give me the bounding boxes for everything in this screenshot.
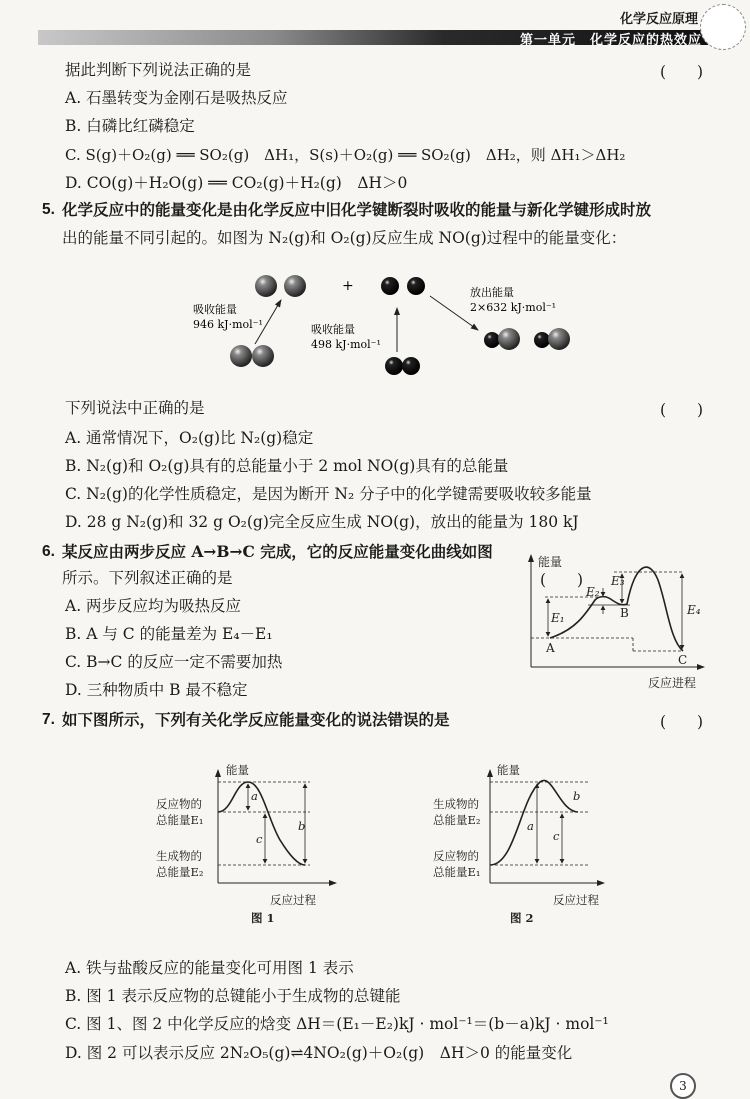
q7-option-a: A. 铁与盐酸反应的能量变化可用图 1 表示 <box>65 959 354 977</box>
q5-option-c: C. N₂(g)的化学性质稳定，是因为断开 N₂ 分子中的化学键需要吸收较多能量 <box>65 485 592 503</box>
q6-answer-bracket: ( ) <box>540 571 584 589</box>
unit-title: 第一单元 化学反应的热效应 <box>519 33 702 48</box>
q4-option-b: B. 白磷比红磷稳定 <box>65 117 195 135</box>
o2-energy-value: 498 kJ·mol⁻¹ <box>311 338 381 351</box>
q6-stem-line2: 所示。下列叙述正确的是 <box>62 569 233 587</box>
q7-option-c: C. 图 1、图 2 中化学反应的焓变 ΔH＝(E₁－E₂)kJ · mol⁻¹＝(b－a)kJ · mol⁻¹ <box>65 1015 609 1033</box>
q5-question: 下列说法中正确的是 <box>65 399 205 417</box>
n2-energy-value: 946 kJ·mol⁻¹ <box>193 318 263 331</box>
fig1-caption: 图 1 <box>251 911 275 925</box>
q7-number: 7. <box>42 711 55 728</box>
q5-answer-bracket: ( ) <box>660 401 704 419</box>
q7-answer-bracket: ( ) <box>660 713 704 731</box>
q6-point-a: A <box>546 641 555 655</box>
n2-energy-label: 吸收能量 <box>193 303 237 316</box>
n2-atoms-separated <box>255 275 306 297</box>
q6-e1: E₁ <box>551 611 565 625</box>
fig1-product-energy: 总能量E₂ <box>156 865 204 879</box>
no-molecules <box>484 328 570 350</box>
q7-option-d: D. 图 2 可以表示反应 2N₂O₅(g)⇌4NO₂(g)＋O₂(g) ΔH＞0 的能量变化 <box>65 1044 573 1062</box>
q5-stem-line2: 出的能量不同引起的。如图为 N₂(g)和 O₂(g)反应生成 NO(g)过程中的能量变化： <box>62 229 627 247</box>
q6-option-d: D. 三种物质中 B 最不稳定 <box>65 681 248 699</box>
fig2-reactant-label: 反应物的 <box>433 849 479 863</box>
fig2-c: c <box>553 829 560 843</box>
q6-number: 6. <box>42 543 55 560</box>
q6-point-b: B <box>620 606 629 620</box>
o2-atoms-separated <box>381 277 425 295</box>
fig1-product-label: 生成物的 <box>156 849 202 863</box>
q6-e2: E₂ <box>586 585 600 599</box>
q4-stem: 据此判断下列说法正确的是 <box>65 61 252 79</box>
fig1-xlabel: 反应过程 <box>270 893 316 907</box>
fig1-reactant-energy: 总能量E₁ <box>156 813 204 827</box>
no-energy-value: 2×632 kJ·mol⁻¹ <box>470 301 557 314</box>
q7-option-b: B. 图 1 表示反应物的总键能小于生成物的总键能 <box>65 987 401 1005</box>
fig2-product-energy: 总能量E₂ <box>433 813 481 827</box>
q6-point-c: C <box>678 653 688 667</box>
page-number: 3 <box>670 1073 696 1099</box>
q6-e4: E₄ <box>687 603 701 617</box>
q4-answer-bracket: ( ) <box>660 63 704 81</box>
fig2-b: b <box>573 789 581 803</box>
q7-figure-1 <box>218 770 336 883</box>
q6-option-b: B. A 与 C 的能量差为 E₄－E₁ <box>65 625 273 643</box>
q6-option-c: C. B→C 的反应一定不需要加热 <box>65 653 283 671</box>
no-energy-label: 放出能量 <box>470 286 514 299</box>
q6-e3: E₃ <box>611 574 625 588</box>
fig2-xlabel: 反应过程 <box>553 893 599 907</box>
q5-option-b: B. N₂(g)和 O₂(g)具有的总能量小于 2 mol NO(g)具有的总能量 <box>65 457 509 475</box>
q7-stem: 如下图所示，下列有关化学反应能量变化的说法错误的是 <box>62 710 450 729</box>
q5-stem-line1: 化学反应中的能量变化是由化学反应中旧化学键断裂时吸收的能量与新化学键形成时放 <box>62 200 652 219</box>
q4-option-c: C. S(g)＋O₂(g) ══ SO₂(g) ΔH₁，S(s)＋O₂(g) ══ SO₂(g) ΔH₂，则 ΔH₁＞ΔH₂ <box>65 146 626 164</box>
q6-option-a: A. 两步反应均为吸热反应 <box>65 597 242 615</box>
plus-sign: + <box>342 278 354 294</box>
fig2-ylabel: 能量 <box>497 763 520 777</box>
fig1-a: a <box>251 789 258 803</box>
q6-ylabel: 能量 <box>538 555 563 569</box>
q5-option-a: A. 通常情况下，O₂(g)比 N₂(g)稳定 <box>65 429 314 447</box>
q4-option-a: A. 石墨转变为金刚石是吸热反应 <box>65 89 288 107</box>
fig1-b: b <box>298 819 306 833</box>
book-title: 化学反应原理 <box>619 11 698 26</box>
o2-energy-label: 吸收能量 <box>311 323 355 336</box>
fig1-ylabel: 能量 <box>226 763 249 777</box>
q7-figure-2 <box>490 770 604 883</box>
q6-stem-line1: 某反应由两步反应 A→B→C 完成，它的反应能量变化曲线如图 <box>62 542 493 561</box>
q5-option-d: D. 28 g N₂(g)和 32 g O₂(g)完全反应生成 NO(g)，放出的能量为 180 kJ <box>65 513 579 531</box>
fig2-product-label: 生成物的 <box>433 797 479 811</box>
fig2-reactant-energy: 总能量E₁ <box>433 865 481 879</box>
fig1-c: c <box>256 832 263 846</box>
q4-option-d: D. CO(g)＋H₂O(g) ══ CO₂(g)＋H₂(g) ΔH＞0 <box>65 174 408 192</box>
o2-molecule <box>385 357 420 375</box>
fig1-reactant-label: 反应物的 <box>156 797 202 811</box>
fig2-a: a <box>527 819 534 833</box>
q6-xlabel: 反应进程 <box>648 676 697 690</box>
n2-molecule <box>230 345 274 367</box>
fig2-caption: 图 2 <box>510 911 534 925</box>
q5-number: 5. <box>42 201 55 218</box>
